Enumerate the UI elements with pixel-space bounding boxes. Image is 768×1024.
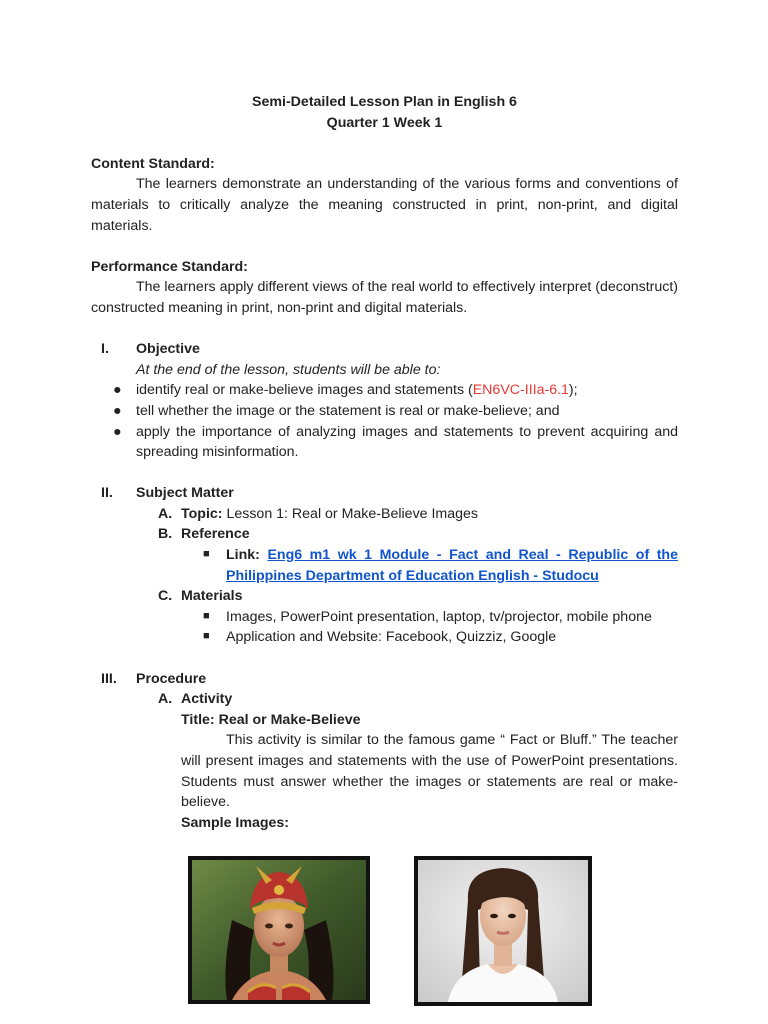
reference-label: Reference [181, 526, 250, 543]
section-numeral: II. [101, 485, 113, 502]
topic-value: Lesson 1: Real or Make-Believe Images [222, 505, 479, 522]
subject-matter-section-heading [91, 483, 678, 504]
content-standard-heading: Content Standard: [91, 155, 215, 172]
reference-link-item [91, 545, 678, 586]
section-numeral: III. [101, 670, 117, 687]
materials-item: C. Materials [158, 588, 243, 605]
topic-item: A. Topic: Lesson 1: Real or Make-Believe Images [158, 505, 479, 522]
content-standard-text: The learners demonstrate an understanding of the various forms and conventions of materials to critically analyze the meaning constructed in print, non-print, and digital materials. [91, 176, 678, 234]
square-bullet-icon: ■ [203, 548, 210, 561]
objective-item: ● tell whether the image or the statement is real or make-believe; and [91, 401, 678, 422]
reference-link[interactable]: Eng6 m1 wk 1 Module - Fact and Real - Republic of the Philippines Department of Education English - Studocu [226, 547, 678, 584]
square-bullet-icon: ■ [203, 609, 210, 622]
bullet-icon: ● [113, 382, 122, 399]
activity-label: Activity [181, 691, 233, 708]
performance-standard-heading: Performance Standard: [91, 258, 248, 275]
activity-description: This activity is similar to the famous game “ Fact or Bluff.” The teacher will present images and statements with the use of PowerPoint presentations. Students must answer whether the images or statements are real or make-believe. [181, 732, 678, 811]
activity-item: A. Activity [158, 691, 233, 708]
objective-heading: Objective [136, 341, 200, 358]
subject-matter-heading: Subject Matter [136, 485, 234, 502]
page-title: Semi-Detailed Lesson Plan in English 6 [252, 94, 517, 110]
activity-description-wrap [91, 730, 678, 812]
square-bullet-icon: ■ [203, 630, 210, 643]
procedure-section-heading [91, 669, 678, 690]
reference-item: B. Reference [158, 526, 250, 543]
objective-intro: At the end of the lesson, students will be able to: [136, 361, 441, 378]
bullet-icon: ● [113, 402, 122, 419]
objective-section-heading [91, 339, 678, 360]
performance-standard-text: The learners apply different views of the real world to effectively interpret (deconstruct) constructed meaning in print, non-print and digital materials. [91, 279, 679, 316]
materials-label: Materials [181, 588, 243, 605]
materials-list-item: ■ Images, PowerPoint presentation, laptop, tv/projector, mobile phone [91, 607, 678, 628]
page-subtitle: Quarter 1 Week 1 [326, 114, 443, 131]
objective-item: ● identify real or make-believe images and statements (EN6VC-IIIa-6.1); [91, 380, 678, 401]
superheroine-photo-icon [188, 856, 370, 1004]
link-label: Link: [226, 547, 260, 564]
section-numeral: I. [101, 341, 109, 358]
procedure-heading: Procedure [136, 670, 207, 687]
sample-images-label: Sample Images: [181, 814, 290, 831]
competency-code: EN6VC-IIIa-6.1 [472, 382, 569, 399]
materials-list-item: ■ Application and Website: Facebook, Quizziz, Google [91, 627, 678, 648]
objective-list [91, 380, 678, 462]
bullet-icon: ● [113, 423, 122, 440]
lesson-plan-content [91, 92, 678, 833]
woman-portrait-photo-icon [414, 856, 592, 1006]
objective-item: ● apply the importance of analyzing images and statements to prevent acquiring and spreading misinformation. [113, 423, 678, 461]
activity-title: Title: Real or Make-Believe [181, 711, 361, 728]
topic-label: Topic: [181, 505, 223, 522]
